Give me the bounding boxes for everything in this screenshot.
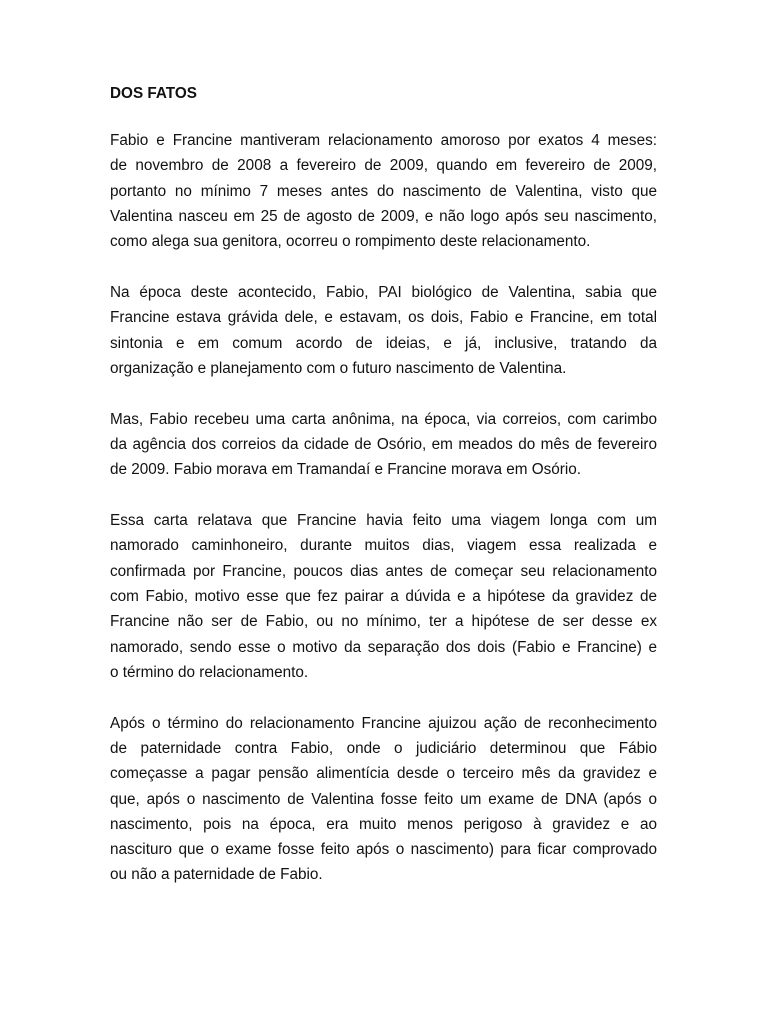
paragraph-line: como alega sua genitora, ocorreu o rompimento deste relacionamento. [110, 233, 591, 251]
paragraph-line: Valentina nasceu em 25 de agosto de 2009, e não logo após seu nascimento, [110, 207, 657, 225]
paragraph-line: namorado caminhoneiro, durante muitos dias, viagem essa realizada e [110, 537, 657, 555]
paragraph-1 [110, 128, 657, 254]
paragraph-line: de 2009. Fabio morava em Tramandaí e Francine morava em Osório. [110, 461, 582, 479]
section-heading: DOS FATOS [110, 85, 197, 102]
paragraph-line: da agência dos correios da cidade de Osório, em meados do mês de fevereiro [110, 435, 657, 453]
paragraph-line: Essa carta relatava que Francine havia feito uma viagem longa com um [110, 512, 657, 530]
paragraph-line: Francine estava grávida dele, e estavam, os dois, Fabio e Francine, em total [110, 309, 657, 327]
paragraph-line: ou não a paternidade de Fabio. [110, 866, 323, 884]
paragraph-line: Mas, Fabio recebeu uma carta anônima, na época, via correios, com carimbo [110, 410, 657, 428]
paragraph-line: nascituro que o exame fosse feito após o nascimento) para ficar comprovado [110, 841, 657, 859]
paragraph-line: de novembro de 2008 a fevereiro de 2009, quando em fevereiro de 2009, [110, 157, 657, 175]
paragraph-line: Na época deste acontecido, Fabio, PAI biológico de Valentina, sabia que [110, 283, 657, 301]
paragraph-line: com Fabio, motivo esse que fez pairar a dúvida e a hipótese da gravidez de [110, 587, 657, 605]
paragraph-line: Fabio e Francine mantiveram relacionamento amoroso por exatos 4 meses: [110, 132, 657, 149]
paragraph-line: começasse a pagar pensão alimentícia desde o terceiro mês da gravidez e [110, 765, 657, 783]
paragraph-5 [110, 711, 657, 888]
paragraph-line: sintonia e em comum acordo de ideias, e já, inclusive, tratando da [110, 334, 657, 352]
paragraph-line: portanto no mínimo 7 meses antes do nascimento de Valentina, visto que [110, 182, 657, 200]
document-body [110, 84, 657, 913]
paragraph-line: namorado, sendo esse o motivo da separação dos dois (Fabio e Francine) e [110, 638, 657, 656]
paragraph-line: o término do relacionamento. [110, 663, 309, 681]
paragraph-2 [110, 280, 657, 381]
paragraph-line: organização e planejamento com o futuro nascimento de Valentina. [110, 359, 567, 377]
paragraph-line: confirmada por Francine, poucos dias antes de começar seu relacionamento [110, 562, 657, 580]
paragraph-line: Francine não ser de Fabio, ou no mínimo, ter a hipótese de ser desse ex [110, 613, 657, 631]
paragraph-line: que, após o nascimento de Valentina fosse feito um exame de DNA (após o [110, 790, 657, 808]
paragraph-line: nascimento, pois na época, era muito menos perigoso à gravidez e ao [110, 815, 657, 833]
paragraph-4 [110, 508, 657, 685]
paragraph-line: de paternidade contra Fabio, onde o judiciário determinou que Fábio [110, 739, 657, 757]
paragraph-line: Após o término do relacionamento Francine ajuizou ação de reconhecimento [110, 714, 657, 732]
paragraph-3 [110, 407, 657, 483]
